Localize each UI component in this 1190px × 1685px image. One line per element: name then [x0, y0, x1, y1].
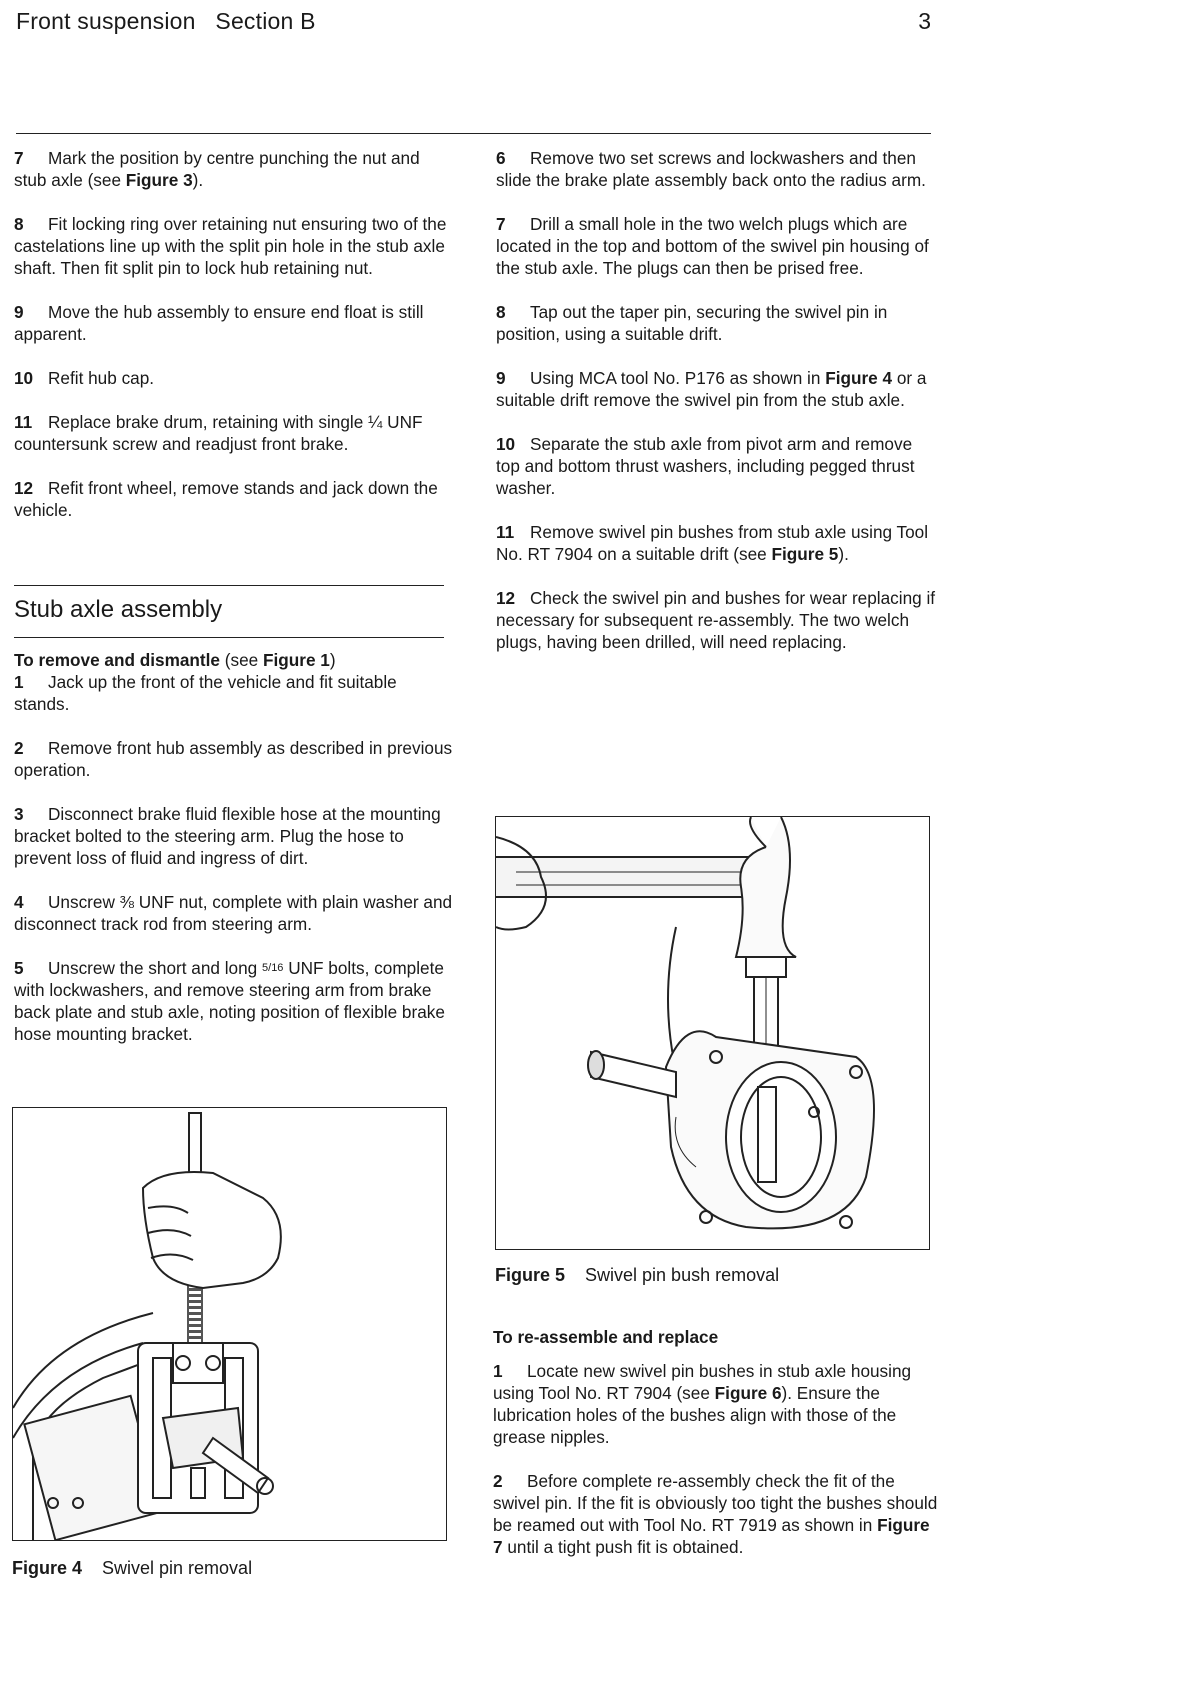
r-step-10: 10 Separate the stub axle from pivot arm and remove top and bottom thrust washers, including pegged thrust washer.	[496, 434, 915, 498]
page-section-title: Front suspension Section B	[16, 8, 316, 34]
remove-step-5: 5 Unscrew the short and long 5/16 UNF bolts, complete with lockwashers, and remove steering arm from brake back plate and stub axle, noting position of flexible brake hose mounting bracket.	[14, 958, 445, 1044]
r-step-9: 9 Using MCA tool No. P176 as shown in Figure 4 or a suitable drift remove the swivel pin from the stub axle.	[496, 368, 927, 410]
r-step-6: 6 Remove two set screws and lockwashers and then slide the brake plate assembly back onto the radius arm.	[496, 148, 926, 190]
r-step-11: 11 Remove swivel pin bushes from stub axle using Tool No. RT 7904 on a suitable drift (see Figure 5).	[496, 522, 929, 564]
step-8: 8 Fit locking ring over retaining nut ensuring two of the castelations line up with the split pin hole in the stub axle shaft. Then fit split pin to lock hub retaining nut.	[14, 214, 447, 278]
r-step-8: 8 Tap out the taper pin, securing the swivel pin in position, using a suitable drift.	[496, 302, 888, 344]
swivel-pin-removal-drawing	[13, 1108, 446, 1540]
right-column-lower	[493, 1326, 938, 1580]
right-column-upper	[496, 147, 936, 675]
step-11: 11 Replace brake drum, retaining with single ¼ UNF countersunk screw and readjust front brake.	[14, 412, 423, 454]
remove-sub-heading: To remove and dismantle (see Figure 1)	[14, 650, 336, 670]
figure-4-caption: Figure 4 Swivel pin removal	[12, 1558, 253, 1578]
step-10: 10 Refit hub cap.	[14, 368, 155, 388]
figure-5-illustration	[495, 816, 930, 1250]
header-rule	[16, 133, 931, 134]
figure-4-illustration	[12, 1107, 447, 1541]
step-9: 9 Move the hub assembly to ensure end float is still apparent.	[14, 302, 424, 344]
step-7: 7 Mark the position by centre punching the nut and stub axle (see Figure 3).	[14, 148, 420, 190]
remove-step-4: 4 Unscrew ⅜ UNF nut, complete with plain washer and disconnect track rod from steering arm.	[14, 892, 453, 934]
figure-5-caption: Figure 5 Swivel pin bush removal	[495, 1265, 780, 1285]
left-column-lower	[14, 649, 454, 1067]
page-number: 3	[918, 8, 931, 34]
page-header	[16, 8, 931, 44]
swivel-pin-bush-removal-drawing	[496, 817, 929, 1249]
section-rule-bottom	[14, 637, 444, 638]
section-heading: Stub axle assembly	[14, 596, 223, 623]
remove-step-2: 2 Remove front hub assembly as described in previous operation.	[14, 738, 453, 780]
r-step-12: 12 Check the swivel pin and bushes for wear replacing if necessary for subsequent re-assembly. The two welch plugs, having been drilled, will need replacing.	[496, 588, 936, 652]
section-rule-top	[14, 585, 444, 586]
reassemble-heading: To re-assemble and replace	[493, 1327, 719, 1347]
left-column-upper	[14, 147, 454, 543]
reassemble-step-2: 2 Before complete re-assembly check the fit of the swivel pin. If the fit is obviously too tight the bushes should be reamed out with Tool No. RT 7919 as shown in Figure 7 until a tight push fit is obtained.	[493, 1471, 938, 1557]
r-step-7: 7 Drill a small hole in the two welch plugs which are located in the top and bottom of the swivel pin housing of the stub axle. The plugs can then be prised free.	[496, 214, 929, 278]
remove-step-1: 1 Jack up the front of the vehicle and fit suitable stands.	[14, 672, 397, 714]
remove-step-3: 3 Disconnect brake fluid flexible hose at the mounting bracket bolted to the steering arm. Plug the hose to prevent loss of fluid and ingress of dirt.	[14, 804, 441, 868]
step-12: 12 Refit front wheel, remove stands and jack down the vehicle.	[14, 478, 438, 520]
reassemble-step-1: 1 Locate new swivel pin bushes in stub axle housing using Tool No. RT 7904 (see Figure 6). Ensure the lubrication holes of the bushes align with those of the grease nipples.	[493, 1361, 912, 1447]
